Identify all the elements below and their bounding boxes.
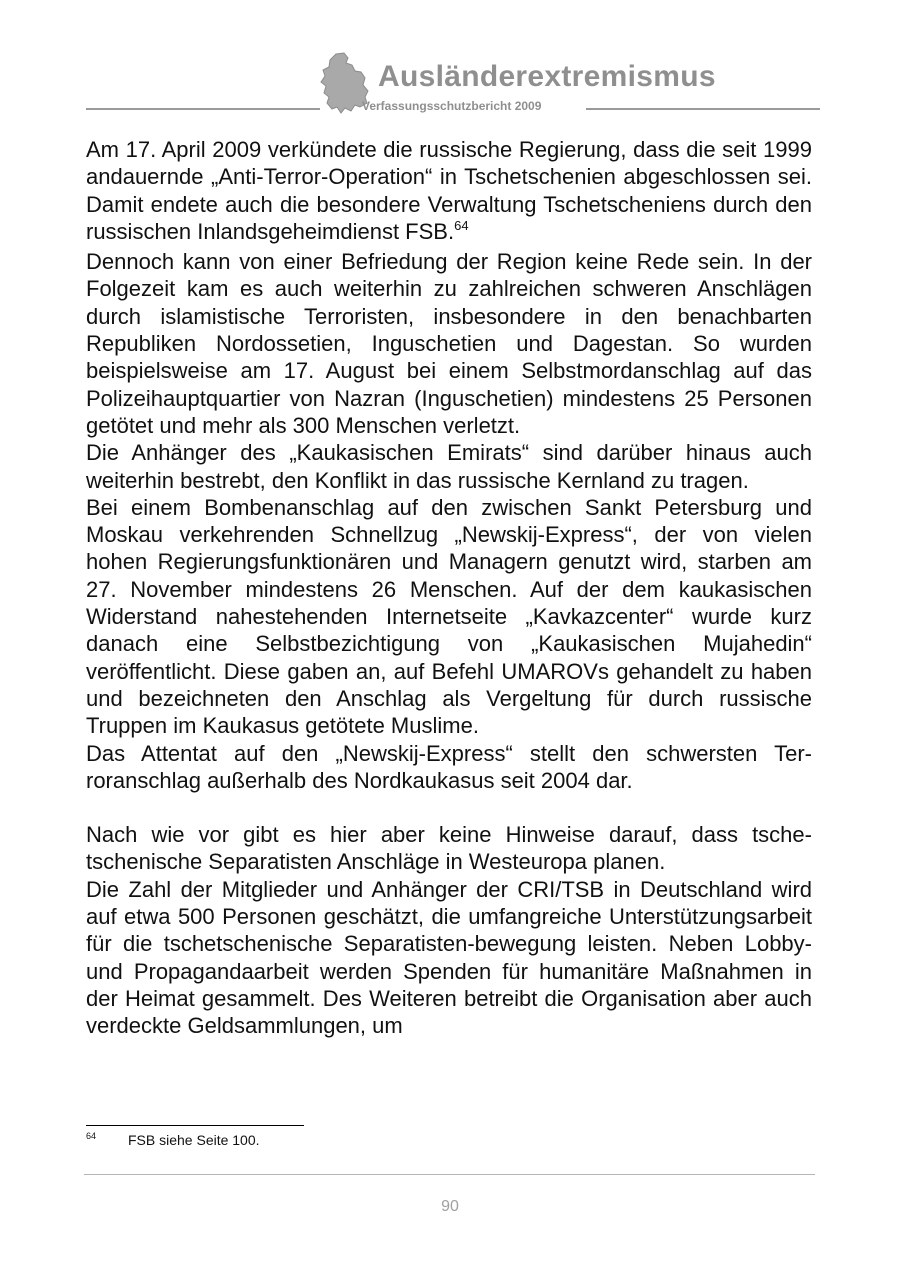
header-rule-left [86, 108, 320, 110]
body-text [86, 136, 812, 1040]
paragraph-1-text: Am 17. April 2009 verkündete die russische Regierung, dass die seit 1999 andauernde „Anti-Terror-Operation“ in Tschetschenien abgeschlossen sei. Damit endete auch die besondere Verwaltung Tschetscheniens durch den russischen Inlandsgeheimdienst FSB. [86, 137, 812, 244]
footnote-reference[interactable]: 64 [454, 217, 469, 233]
header-subtitle: Verfassungsschutzbericht 2009 [362, 99, 542, 113]
footnote [86, 1132, 260, 1148]
paragraph-3: Die Anhänger des „Kaukasischen Emirats“ sind darüber hinaus auch weiterhin bestrebt, den Konflikt in das russische Kernland zu tragen. [86, 440, 812, 493]
paragraph-2: Dennoch kann von einer Befriedung der Region keine Rede sein. In der Folgezeit kam es auch weiterhin zu zahlreichen schweren Anschlägen durch islamistische Terroristen, insbesondere in den benachbarten Republiken Nordossetien, Inguschetien und Dagestan. So wurden beispielsweise am 17. August bei einem Selbstmordanschlag auf das Polizeihauptquartier von Nazran (Inguschetien) mindestens 25 Personen getötet und mehr als 300 Menschen verletzt. [86, 249, 812, 438]
header-rule-right [586, 108, 820, 110]
footnote-number: 64 [86, 1131, 97, 1141]
paragraph-4: Bei einem Bombenanschlag auf den zwischen Sankt Petersburg und Moskau verkehrenden Schnellzug „Newskij-Express“, der von vielen hohen Regierungsfunktionären und Managern genutzt wird, starben am 27. November mindestens 26 Menschen. Auf der dem kaukasischen Widerstand nahestehenden Internetseite „Kavkazcenter“ wurde kurz danach eine Selbstbezichtigung von „Kaukasischen Mujahedin“ veröffentlicht. Diese gaben an, auf Befehl UMAROVs gehandelt zu haben und bezeichneten den Anschlag als Vergeltung für durch russische Truppen im Kaukasus getötete Muslime. [86, 494, 812, 739]
footnote-text: FSB siehe Seite 100. [128, 1132, 260, 1148]
paragraph-7: Die Zahl der Mitglieder und Anhänger der CRI/TSB in Deutschland wird auf etwa 500 Personen geschätzt, die umfangreiche Unterstützungsarbeit für die tschetschenische Separatisten-bewegung leisten. Neben Lobby- und Propagandaarbeit werden Spenden für humanitäre Maßnahmen in der Heimat gesammelt. Des Weiteren betreibt die Organisation aber auch verdeckte Geldsammlungen, um [86, 876, 812, 1039]
paragraph-5: Das Attentat auf den „Newskij-Express“ stellt den schwersten Terroranschlag außerhalb des Nordkaukasus seit 2004 dar. [86, 740, 812, 793]
header-title: Ausländerextremismus [378, 60, 716, 93]
paragraph-6: Nach wie vor gibt es hier aber keine Hinweise darauf, dass tschetschenische Separatisten Anschläge in Westeuropa planen. [86, 822, 812, 875]
paragraph-1 [86, 136, 812, 248]
footnote-divider [86, 1125, 304, 1126]
footer-divider [84, 1174, 815, 1175]
page-header [0, 0, 900, 125]
page-number: 90 [441, 1198, 459, 1215]
